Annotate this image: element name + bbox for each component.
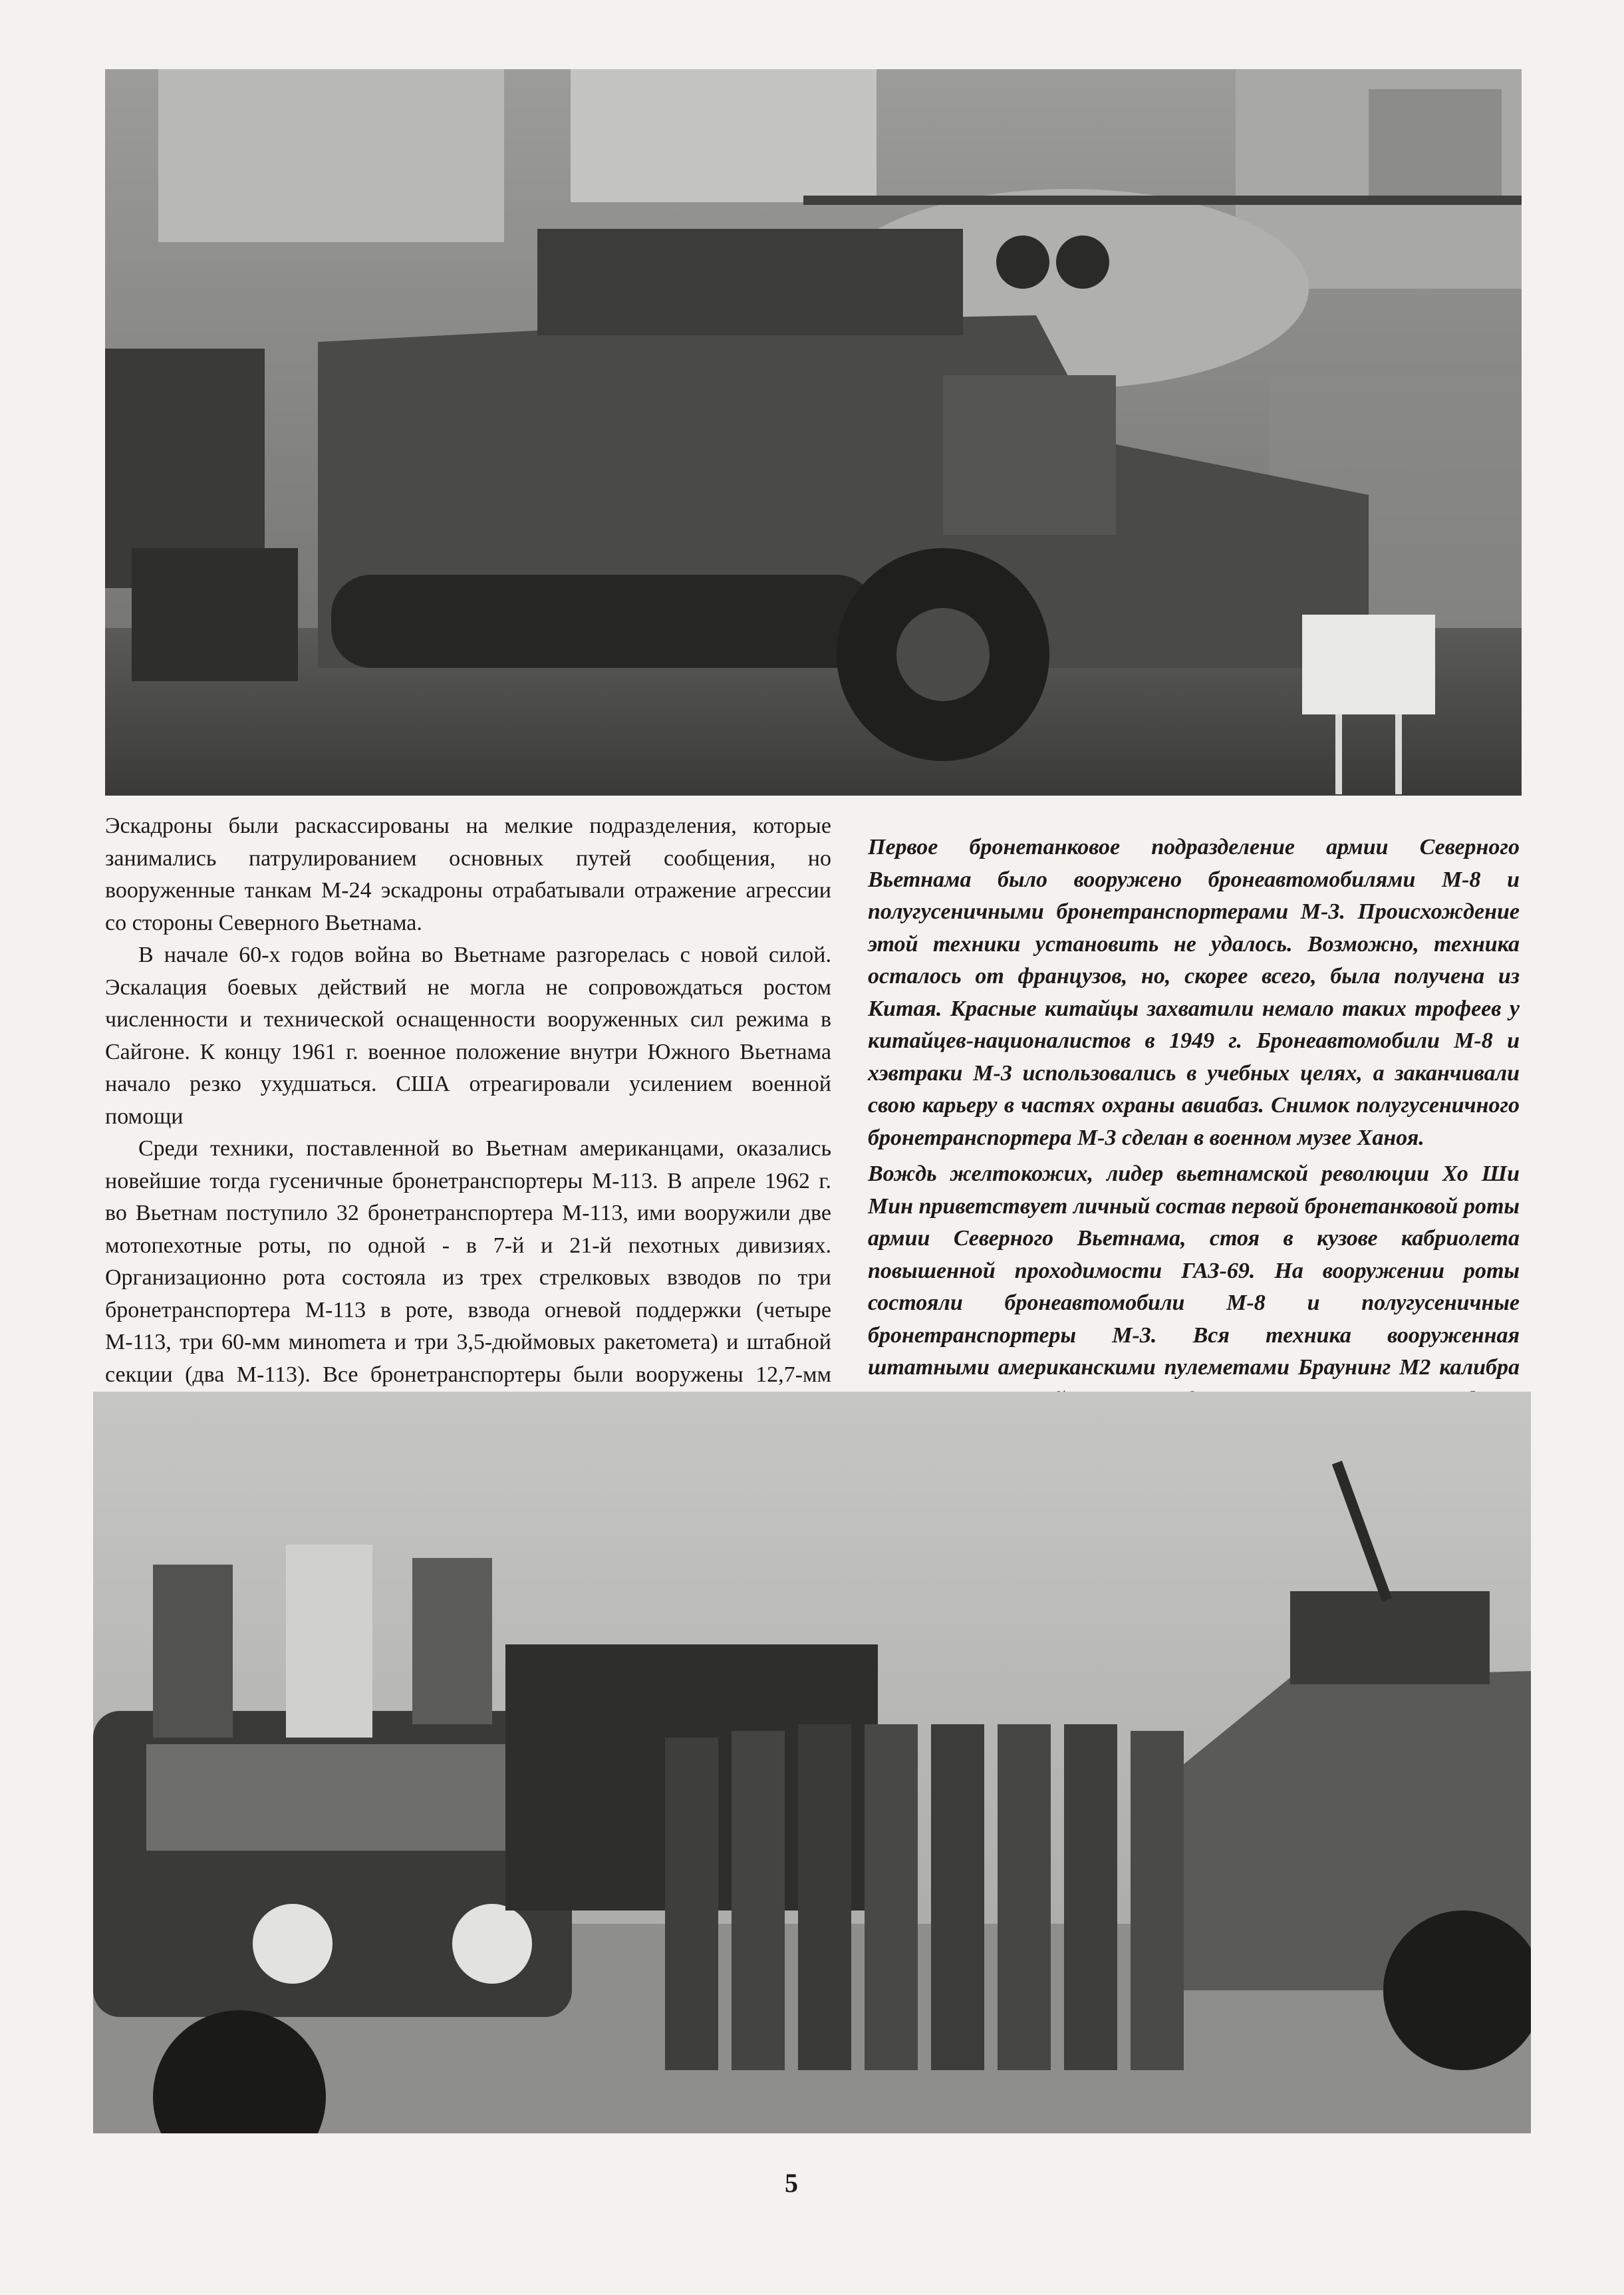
body-paragraph: В начале 60-х годов война во Вьетнаме разгорелась с новой силой. Эскалация боевых действий не могла не сопровождаться ростом численности и технической оснащенности вооруженных сил режима в Сайгоне. К концу 1961 г. военное положение внутри Южного Вьетнама начало резко ухудшаться. США отреагировали усилением военной помощи (105, 943, 831, 1129)
body-paragraph: Среди техники, поставленной во Вьетнам американцами, оказались новейшие тогда гусеничные бронетранспортеры М-113. В апреле 1962 г. во Вьетнам поступило 32 бронетранспортера М-113, ими вооружили две мотопехотные роты, по одной - в 7-й и 21-й пехотных дивизиях. Организационно рота состояла из трех стрелковых взводов по три бронетранспортера М-113 в роте, взвода огневой поддержки (четыре М-113, три 60-мм минomета и три 3,5-дюймовых ракетомета) и штабной секции (два М-113). Все бронетранспортеры были вооружены 12,7-мм (105, 1136, 831, 1387)
caption-top-photo: Первое бронетанковое подразделение армии Северного Вьетнама было вооружено бронеавтомобилями М-8 и полугусеничными бронетранспортерами М-3. Происхождение этой техники установить не удалось. Возможно, техника осталось от французов, но, скорее всего, была получена из Китая. Красные китайцы захватили немало таких трофеев у китайцев-националистов в 1949 г. Бронеавтомобили М-8 и хэвтраки М-3 использовались в учебных целях, а заканчивали свою карьеру в частях охраны авиабаз. Снимок полугусеничного бронетранспортера М-3 сделан в военном музее Ханоя. (868, 835, 1520, 1150)
body-paragraph: Эскадроны были раскассированы на мелкие подразделения, которые занимались патрулированием основных путей сообщения, но вооруженные танкам М-24 эскадроны отрабатывали отражение агрессии со стороны Северного Вьетнама. (105, 814, 831, 935)
photo-m3-halftrack-image (105, 69, 1522, 796)
body-text-column (105, 810, 831, 1488)
page-number: 5 (785, 2168, 798, 2198)
photo-m3-halftrack (105, 69, 1522, 796)
photo-ho-chi-minh-review (93, 1392, 1531, 2133)
caption-column (868, 832, 1520, 1485)
caption-bottom-photo: Вождь желтокожих, лидер вьетнамской революции Хо Ши Мин приветствует личный состав первой бронетанковой роты армии Северного Вьетнама, стоя в кузове кабриолета повышенной проходимости ГАЗ-69. На вооружении роты состояли бронеавтомобили М-8 и полугусеничные бронетранспортеры М-3. Вся техника вооруженная штатными американскими пулеметами Браунинг М2 калибра (868, 1161, 1520, 1380)
photo-ho-chi-minh-review-image (93, 1392, 1531, 2133)
